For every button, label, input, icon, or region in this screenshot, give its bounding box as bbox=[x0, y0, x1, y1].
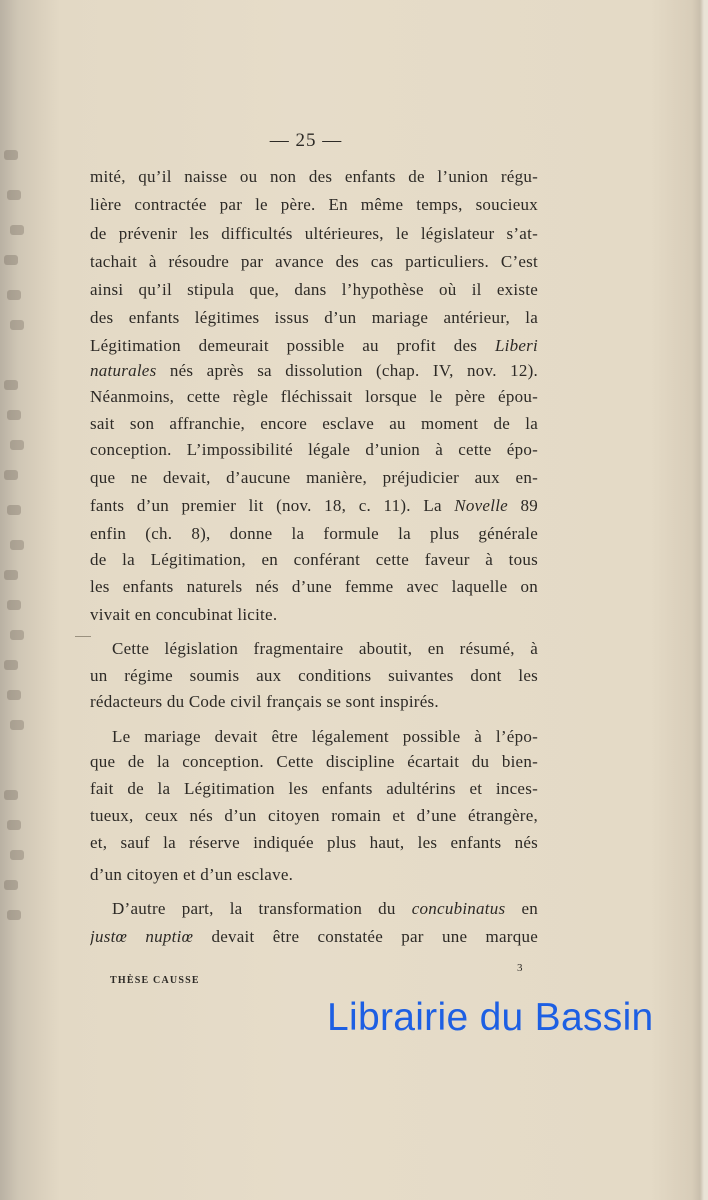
text-run: mité, qu’il naisse ou non des enfants de l’union régu- bbox=[90, 167, 538, 186]
text-run: nés après sa dissolution (chap. IV, nov. 12). bbox=[156, 361, 538, 380]
text-line bbox=[90, 751, 538, 773]
text-run: D’autre part, la transformation du bbox=[112, 899, 412, 918]
signature-mark: 3 bbox=[517, 962, 523, 974]
bleed-mark bbox=[4, 380, 18, 390]
text-line bbox=[90, 413, 538, 435]
watermark: Librairie du Bassin bbox=[327, 996, 654, 1039]
text-run: rédacteurs du Code civil français se sont inspirés. bbox=[90, 692, 439, 711]
text-line bbox=[90, 335, 538, 357]
text-run: les enfants naturels nés d’une femme avec laquelle on bbox=[90, 577, 538, 596]
text-run: d’un citoyen et d’un esclave. bbox=[90, 865, 294, 884]
text-run: de prévenir les difficultés ultérieures, le législateur s’at- bbox=[90, 224, 538, 243]
italic-text: Liberi bbox=[494, 336, 538, 355]
text-run: Légitimation demeurait possible au profit des bbox=[90, 336, 495, 355]
text-line bbox=[90, 604, 538, 626]
text-run: fants d’un premier lit (nov. 18, c. 11). La bbox=[90, 496, 455, 515]
text-line bbox=[90, 439, 538, 461]
page-gutter-bleedthrough bbox=[0, 0, 40, 1200]
text-line bbox=[112, 726, 538, 748]
text-run: fait de la Légitimation les enfants adultérins et inces- bbox=[90, 779, 538, 798]
text-run: vivait en concubinat licite. bbox=[90, 605, 278, 624]
bleed-mark bbox=[7, 290, 21, 300]
bleed-mark bbox=[7, 820, 21, 830]
text-line bbox=[90, 864, 538, 886]
page-number: — 25 — bbox=[269, 130, 343, 151]
bleed-mark bbox=[10, 720, 24, 730]
text-run: conception. L’impossibilité légale d’union à cette épo- bbox=[90, 440, 538, 459]
text-line bbox=[90, 279, 538, 301]
bleed-mark bbox=[7, 690, 21, 700]
text-run: devait être constatée par une marque bbox=[193, 927, 538, 946]
text-run: Cette législation fragmentaire aboutit, en résumé, à bbox=[112, 639, 538, 658]
text-line bbox=[90, 223, 538, 245]
text-line bbox=[90, 805, 538, 827]
bleed-mark bbox=[4, 660, 18, 670]
text-line bbox=[90, 194, 538, 216]
text-line bbox=[90, 523, 538, 545]
text-line bbox=[90, 495, 538, 517]
bleed-mark bbox=[10, 225, 24, 235]
text-run: enfin (ch. 8), donne la formule la plus générale bbox=[90, 524, 538, 543]
text-run: et, sauf la réserve indiquée plus haut, les enfants nés bbox=[90, 833, 538, 852]
text-line bbox=[112, 898, 538, 920]
bleed-mark bbox=[4, 570, 18, 580]
bleed-mark bbox=[7, 910, 21, 920]
text-line bbox=[90, 251, 538, 273]
text-line bbox=[112, 638, 538, 660]
text-run: que de la conception. Cette discipline écartait du bien- bbox=[90, 752, 538, 771]
text-line bbox=[90, 665, 538, 687]
bleed-mark bbox=[4, 470, 18, 480]
text-run: Le mariage devait être légalement possible à l’épo- bbox=[112, 727, 538, 746]
text-line bbox=[90, 691, 538, 713]
bleed-mark bbox=[10, 630, 24, 640]
bleed-mark bbox=[7, 600, 21, 610]
text-run: tachait à résoudre par avance des cas particuliers. C’est bbox=[90, 252, 538, 271]
text-run: 89 bbox=[507, 496, 538, 515]
italic-text: Novelle bbox=[454, 496, 508, 515]
bleed-mark bbox=[7, 505, 21, 515]
text-line bbox=[90, 926, 538, 948]
italic-text: concubinatus bbox=[411, 899, 506, 918]
bleed-mark bbox=[10, 320, 24, 330]
text-line bbox=[90, 360, 538, 382]
bleed-mark bbox=[7, 410, 21, 420]
margin-mark bbox=[75, 636, 91, 637]
text-run: sait son affranchie, encore esclave au moment de la bbox=[90, 414, 538, 433]
text-line bbox=[90, 576, 538, 598]
bleed-mark bbox=[10, 540, 24, 550]
footer-title: THÈSE CAUSSE bbox=[110, 975, 200, 986]
text-line bbox=[90, 467, 538, 489]
text-run: que ne devait, d’aucune manière, préjudicier aux en- bbox=[90, 468, 538, 487]
text-run: un régime soumis aux conditions suivantes dont les bbox=[90, 666, 538, 685]
bleed-mark bbox=[10, 850, 24, 860]
text-line bbox=[90, 307, 538, 329]
italic-text: naturales bbox=[90, 361, 157, 380]
italic-text: justœ nuptiœ bbox=[90, 927, 194, 946]
bleed-mark bbox=[4, 880, 18, 890]
text-run: Néanmoins, cette règle fléchissait lorsque le père épou- bbox=[90, 387, 538, 406]
bleed-mark bbox=[10, 440, 24, 450]
text-run: lière contractée par le père. En même temps, soucieux bbox=[90, 195, 538, 214]
text-run: tueux, ceux nés d’un citoyen romain et d’une étrangère, bbox=[90, 806, 538, 825]
bleed-mark bbox=[4, 790, 18, 800]
text-run: ainsi qu’il stipula que, dans l’hypothèse où il existe bbox=[90, 280, 538, 299]
text-line bbox=[90, 549, 538, 571]
text-line bbox=[90, 166, 538, 188]
text-line bbox=[90, 832, 538, 854]
text-line bbox=[90, 386, 538, 408]
text-line bbox=[90, 778, 538, 800]
text-run: en bbox=[505, 899, 538, 918]
text-run: de la Légitimation, en conférant cette faveur à tous bbox=[90, 550, 538, 569]
text-run: des enfants légitimes issus d’un mariage antérieur, la bbox=[90, 308, 538, 327]
bleed-mark bbox=[4, 255, 18, 265]
bleed-mark bbox=[7, 190, 21, 200]
